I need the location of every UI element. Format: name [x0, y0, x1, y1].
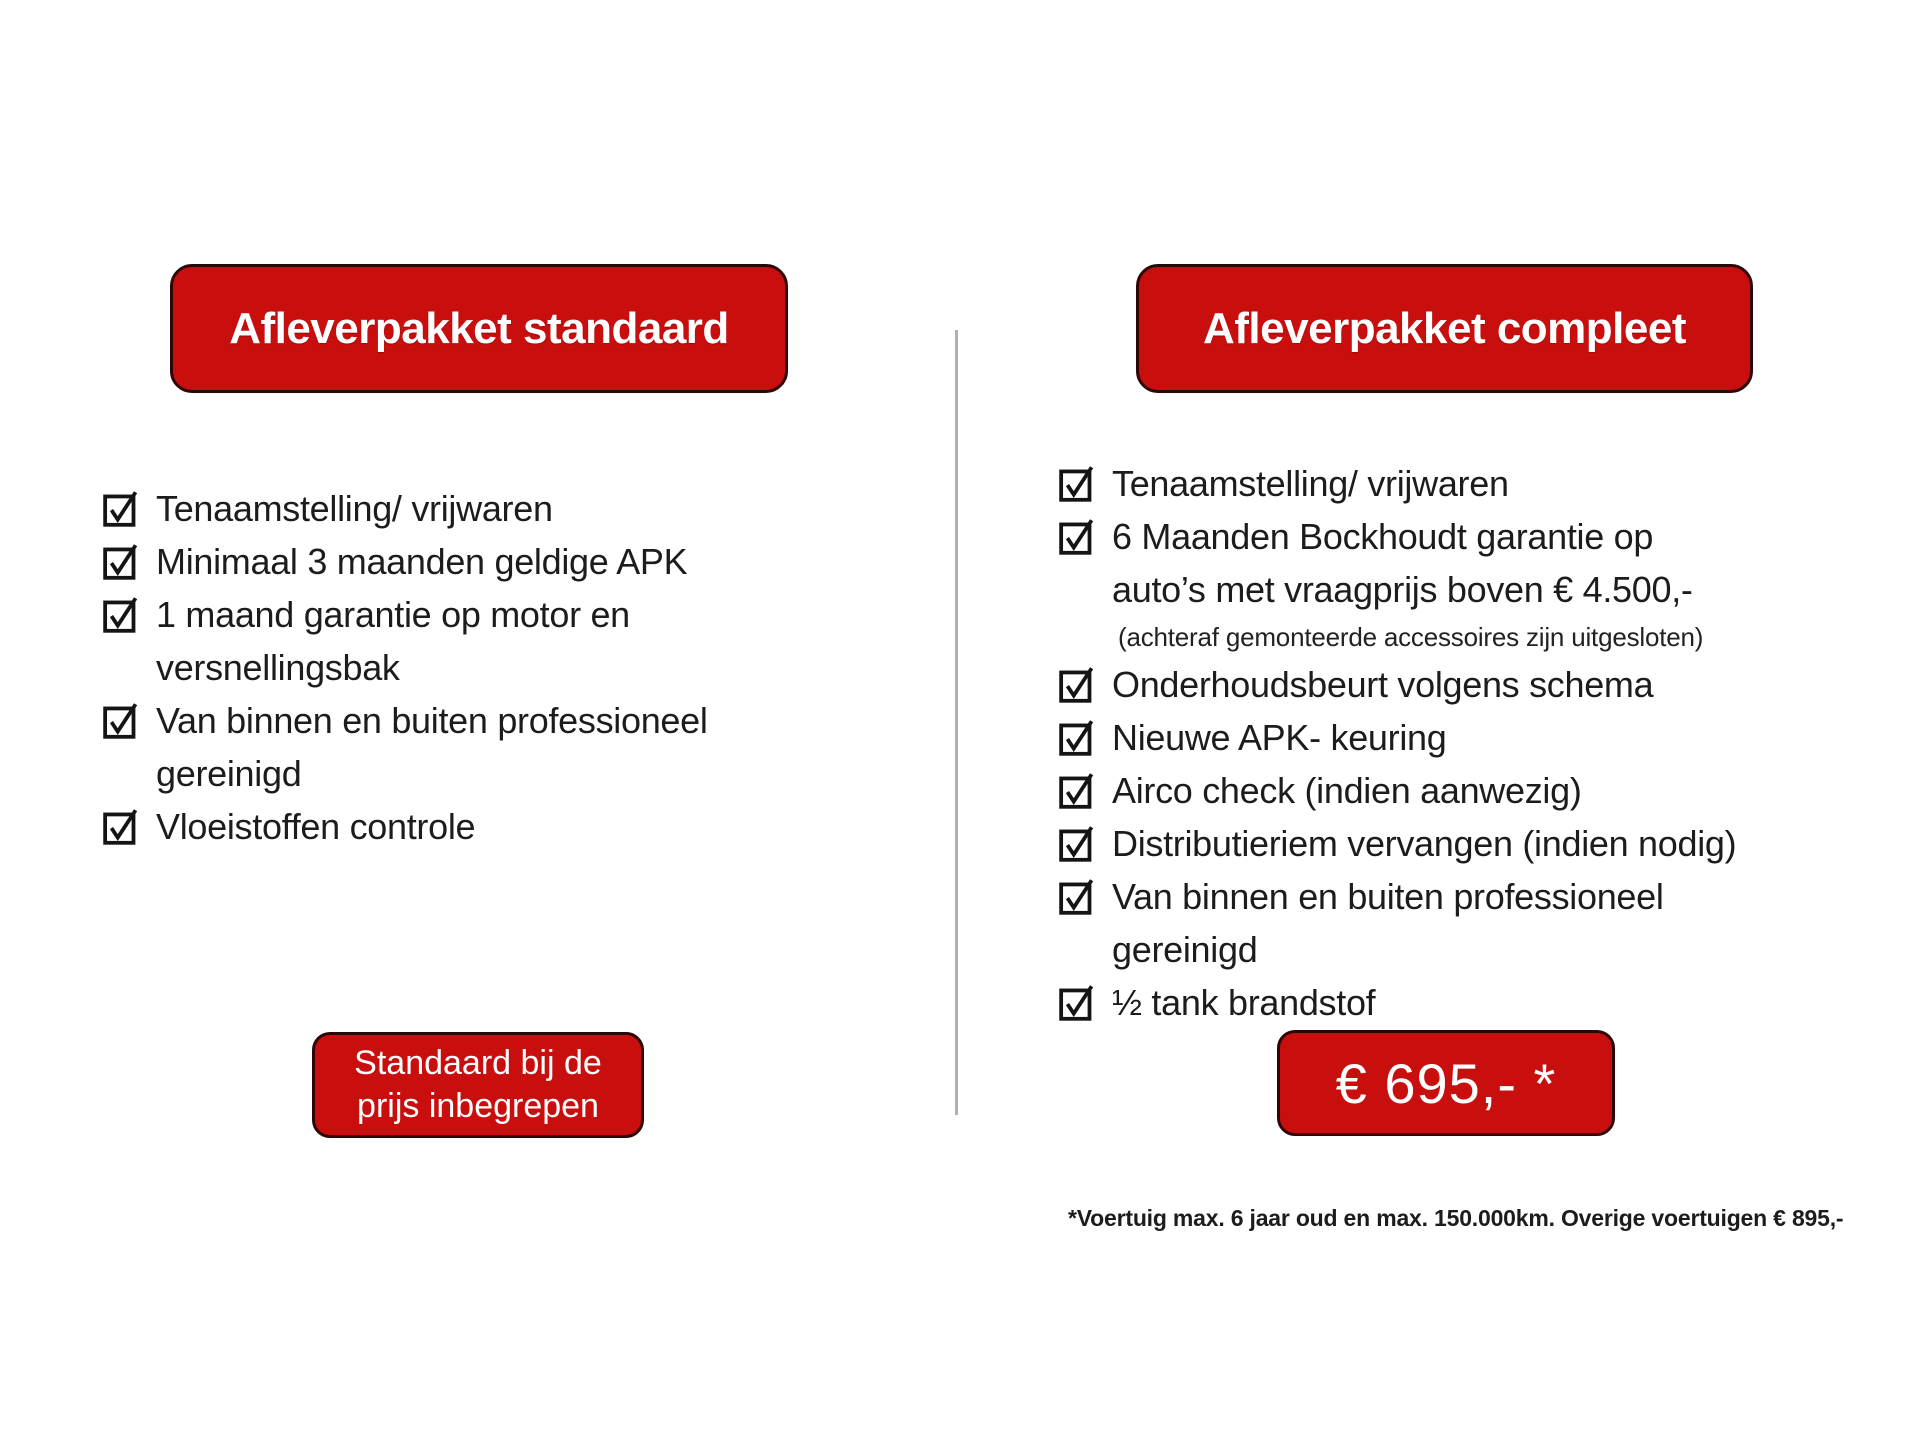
left-package-title: Afleverpakket standaard: [229, 303, 729, 353]
right-package-title: Afleverpakket compleet: [1203, 303, 1686, 353]
list-item: [1058, 711, 1868, 764]
list-item: [1058, 510, 1868, 658]
list-item-text: Tenaamstelling/ vrijwaren: [156, 488, 553, 529]
checkbox-checked-icon: [102, 593, 144, 635]
price-badge: [1277, 1030, 1615, 1136]
list-item-text: Nieuwe APK- keuring: [1112, 717, 1447, 758]
list-item: [102, 588, 822, 694]
list-item-text: 1 maand garantie op motor en versnellingsbak: [156, 594, 630, 688]
list-item: [1058, 457, 1868, 510]
list-item-text: Distributieriem vervangen (indien nodig): [1112, 823, 1737, 864]
list-item-text: 6 Maanden Bockhoudt garantie op auto’s met vraagprijs boven € 4.500,- (achteraf gemonteerde accessoires zijn uitgesloten): [1112, 510, 1703, 658]
checkbox-checked-icon: [1058, 663, 1100, 705]
included-badge-line: prijs inbegrepen: [357, 1087, 599, 1125]
checkbox-checked-icon: [1058, 716, 1100, 758]
list-item-text: Tenaamstelling/ vrijwaren: [1112, 463, 1509, 504]
footnote: *Voertuig max. 6 jaar oud en max. 150.000km. Overige voertuigen € 895,-: [1068, 1205, 1844, 1231]
list-item-text: Vloeistoffen controle: [156, 806, 476, 847]
right-package-title-badge: [1136, 264, 1753, 393]
list-item: [1058, 870, 1868, 976]
left-feature-list: [102, 482, 822, 853]
checkbox-checked-icon: [1058, 875, 1100, 917]
list-item-text: Airco check (indien aanwezig): [1112, 770, 1582, 811]
checkbox-checked-icon: [102, 805, 144, 847]
list-item: [1058, 658, 1868, 711]
list-item-text: Van binnen en buiten professioneel gereinigd: [1112, 876, 1664, 970]
list-item: [102, 482, 822, 535]
right-feature-list: [1058, 457, 1868, 1029]
checkbox-checked-icon: [102, 699, 144, 741]
price-text: € 695,- *: [1335, 1051, 1557, 1115]
list-item: [1058, 817, 1868, 870]
checkbox-checked-icon: [102, 540, 144, 582]
list-item: [102, 694, 822, 800]
list-item-text: Van binnen en buiten professioneel gereinigd: [156, 700, 708, 794]
list-item-text: Minimaal 3 maanden geldige APK: [156, 541, 688, 582]
checkbox-checked-icon: [1058, 822, 1100, 864]
checkbox-checked-icon: [1058, 981, 1100, 1023]
list-item-text: ½ tank brandstof: [1112, 982, 1376, 1023]
column-divider: [955, 330, 958, 1115]
checkbox-checked-icon: [1058, 515, 1100, 557]
list-item-text: Onderhoudsbeurt volgens schema: [1112, 664, 1654, 705]
list-item-note: (achteraf gemonteerde accessoires zijn uitgesloten): [1118, 622, 1704, 652]
list-item: [1058, 764, 1868, 817]
checkbox-checked-icon: [1058, 769, 1100, 811]
checkbox-checked-icon: [1058, 462, 1100, 504]
included-badge-line: Standaard bij de: [354, 1044, 602, 1082]
list-item: [102, 535, 822, 588]
included-in-price-badge: [312, 1032, 644, 1138]
checkbox-checked-icon: [102, 487, 144, 529]
list-item: [102, 800, 822, 853]
left-package-title-badge: [170, 264, 788, 393]
list-item: [1058, 976, 1868, 1029]
